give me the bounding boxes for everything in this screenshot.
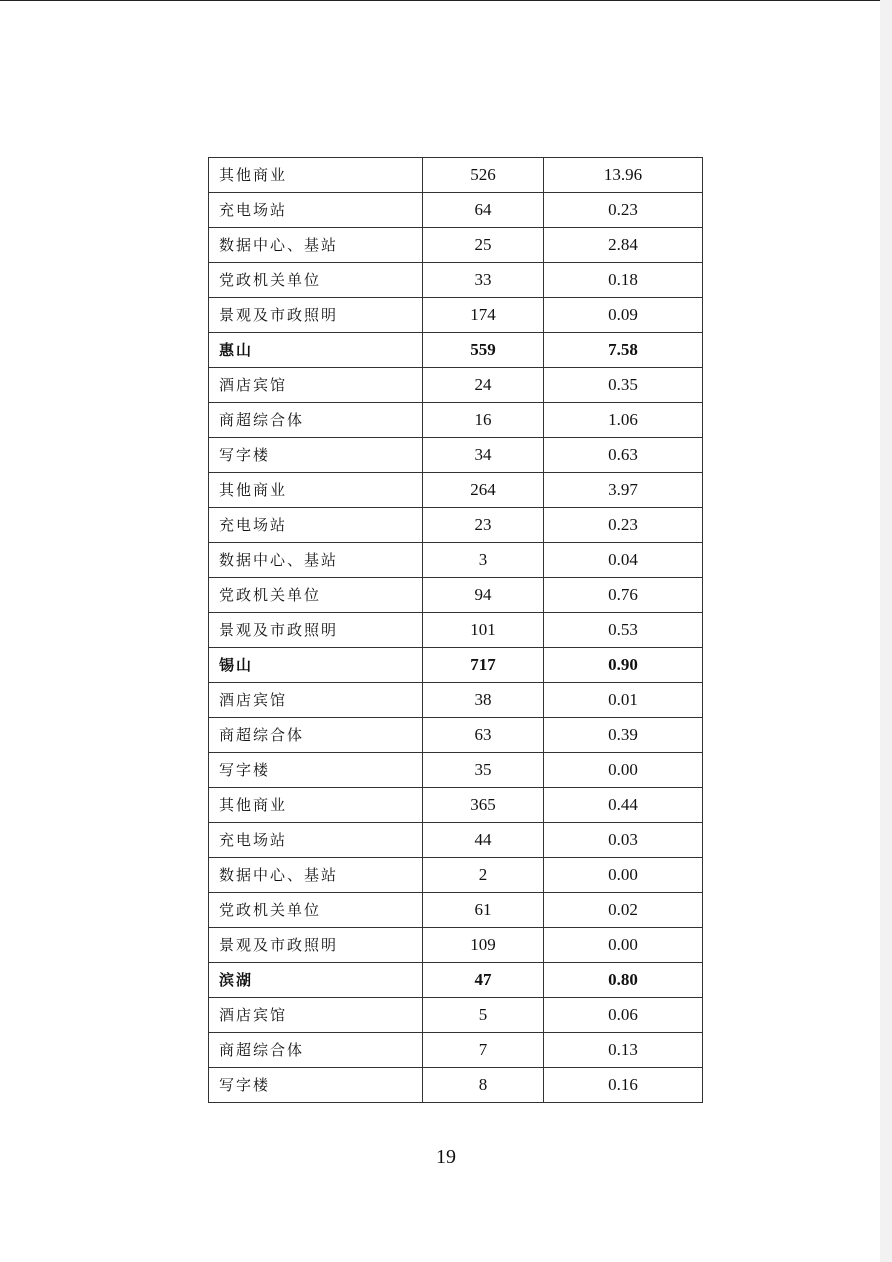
- count-cell: 2: [423, 858, 544, 893]
- table-row: [209, 228, 703, 263]
- value-cell: 0.63: [544, 438, 703, 473]
- count-cell: 94: [423, 578, 544, 613]
- value-cell: 0.01: [544, 683, 703, 718]
- value-cell: 0.18: [544, 263, 703, 298]
- category-name-cell: 商超综合体: [209, 403, 423, 438]
- count-cell: 717: [423, 648, 544, 683]
- table-row: [209, 753, 703, 788]
- value-cell: 0.90: [544, 648, 703, 683]
- value-cell: 0.13: [544, 1033, 703, 1068]
- value-cell: 13.96: [544, 158, 703, 193]
- value-cell: 0.53: [544, 613, 703, 648]
- table-row: [209, 893, 703, 928]
- count-cell: 47: [423, 963, 544, 998]
- table-row: [209, 263, 703, 298]
- district-name-cell: 惠山: [209, 333, 423, 368]
- table-body: [209, 158, 703, 1103]
- count-cell: 44: [423, 823, 544, 858]
- category-name-cell: 充电场站: [209, 823, 423, 858]
- count-cell: 8: [423, 1068, 544, 1103]
- district-summary-row: [209, 963, 703, 998]
- count-cell: 16: [423, 403, 544, 438]
- value-cell: 0.04: [544, 543, 703, 578]
- table-row: [209, 473, 703, 508]
- table-row: [209, 928, 703, 963]
- table-row: [209, 858, 703, 893]
- count-cell: 559: [423, 333, 544, 368]
- table-row: [209, 193, 703, 228]
- category-name-cell: 其他商业: [209, 473, 423, 508]
- category-name-cell: 党政机关单位: [209, 263, 423, 298]
- table-row: [209, 1068, 703, 1103]
- table-row: [209, 158, 703, 193]
- category-name-cell: 充电场站: [209, 193, 423, 228]
- table-row: [209, 403, 703, 438]
- value-cell: 0.80: [544, 963, 703, 998]
- table-row: [209, 438, 703, 473]
- count-cell: 63: [423, 718, 544, 753]
- category-name-cell: 其他商业: [209, 788, 423, 823]
- count-cell: 109: [423, 928, 544, 963]
- page-number: 19: [436, 1146, 456, 1168]
- category-name-cell: 商超综合体: [209, 1033, 423, 1068]
- table-row: [209, 543, 703, 578]
- table-row: [209, 1033, 703, 1068]
- value-cell: 0.06: [544, 998, 703, 1033]
- value-cell: 1.06: [544, 403, 703, 438]
- table-row: [209, 298, 703, 333]
- category-name-cell: 党政机关单位: [209, 893, 423, 928]
- count-cell: 5: [423, 998, 544, 1033]
- category-name-cell: 其他商业: [209, 158, 423, 193]
- category-name-cell: 写字楼: [209, 1068, 423, 1103]
- table-row: [209, 508, 703, 543]
- value-cell: 0.00: [544, 753, 703, 788]
- category-name-cell: 数据中心、基站: [209, 228, 423, 263]
- table-row: [209, 683, 703, 718]
- category-name-cell: 酒店宾馆: [209, 683, 423, 718]
- count-cell: 24: [423, 368, 544, 403]
- value-cell: 0.09: [544, 298, 703, 333]
- count-cell: 35: [423, 753, 544, 788]
- table-row: [209, 613, 703, 648]
- count-cell: 3: [423, 543, 544, 578]
- count-cell: 7: [423, 1033, 544, 1068]
- category-name-cell: 酒店宾馆: [209, 368, 423, 403]
- value-cell: 0.23: [544, 193, 703, 228]
- value-cell: 0.03: [544, 823, 703, 858]
- count-cell: 34: [423, 438, 544, 473]
- category-name-cell: 景观及市政照明: [209, 298, 423, 333]
- data-table: [208, 157, 703, 1103]
- category-name-cell: 商超综合体: [209, 718, 423, 753]
- count-cell: 23: [423, 508, 544, 543]
- table-row: [209, 718, 703, 753]
- count-cell: 526: [423, 158, 544, 193]
- category-name-cell: 数据中心、基站: [209, 858, 423, 893]
- category-name-cell: 充电场站: [209, 508, 423, 543]
- table-row: [209, 788, 703, 823]
- count-cell: 64: [423, 193, 544, 228]
- count-cell: 25: [423, 228, 544, 263]
- page-edge-shadow: [880, 0, 892, 1262]
- district-name-cell: 滨湖: [209, 963, 423, 998]
- count-cell: 101: [423, 613, 544, 648]
- table-row: [209, 998, 703, 1033]
- category-name-cell: 写字楼: [209, 438, 423, 473]
- table-row: [209, 578, 703, 613]
- value-cell: 0.44: [544, 788, 703, 823]
- value-cell: 3.97: [544, 473, 703, 508]
- district-summary-row: [209, 648, 703, 683]
- value-cell: 0.35: [544, 368, 703, 403]
- count-cell: 365: [423, 788, 544, 823]
- count-cell: 38: [423, 683, 544, 718]
- value-cell: 0.00: [544, 858, 703, 893]
- value-cell: 2.84: [544, 228, 703, 263]
- count-cell: 61: [423, 893, 544, 928]
- table-row: [209, 823, 703, 858]
- category-name-cell: 景观及市政照明: [209, 928, 423, 963]
- category-name-cell: 酒店宾馆: [209, 998, 423, 1033]
- category-name-cell: 写字楼: [209, 753, 423, 788]
- value-cell: 0.23: [544, 508, 703, 543]
- district-name-cell: 锡山: [209, 648, 423, 683]
- category-name-cell: 数据中心、基站: [209, 543, 423, 578]
- table-row: [209, 368, 703, 403]
- count-cell: 33: [423, 263, 544, 298]
- value-cell: 0.00: [544, 928, 703, 963]
- count-cell: 264: [423, 473, 544, 508]
- value-cell: 0.16: [544, 1068, 703, 1103]
- value-cell: 0.39: [544, 718, 703, 753]
- category-name-cell: 党政机关单位: [209, 578, 423, 613]
- value-cell: 0.02: [544, 893, 703, 928]
- value-cell: 0.76: [544, 578, 703, 613]
- district-summary-row: [209, 333, 703, 368]
- category-name-cell: 景观及市政照明: [209, 613, 423, 648]
- value-cell: 7.58: [544, 333, 703, 368]
- count-cell: 174: [423, 298, 544, 333]
- top-border-line: [0, 0, 892, 1]
